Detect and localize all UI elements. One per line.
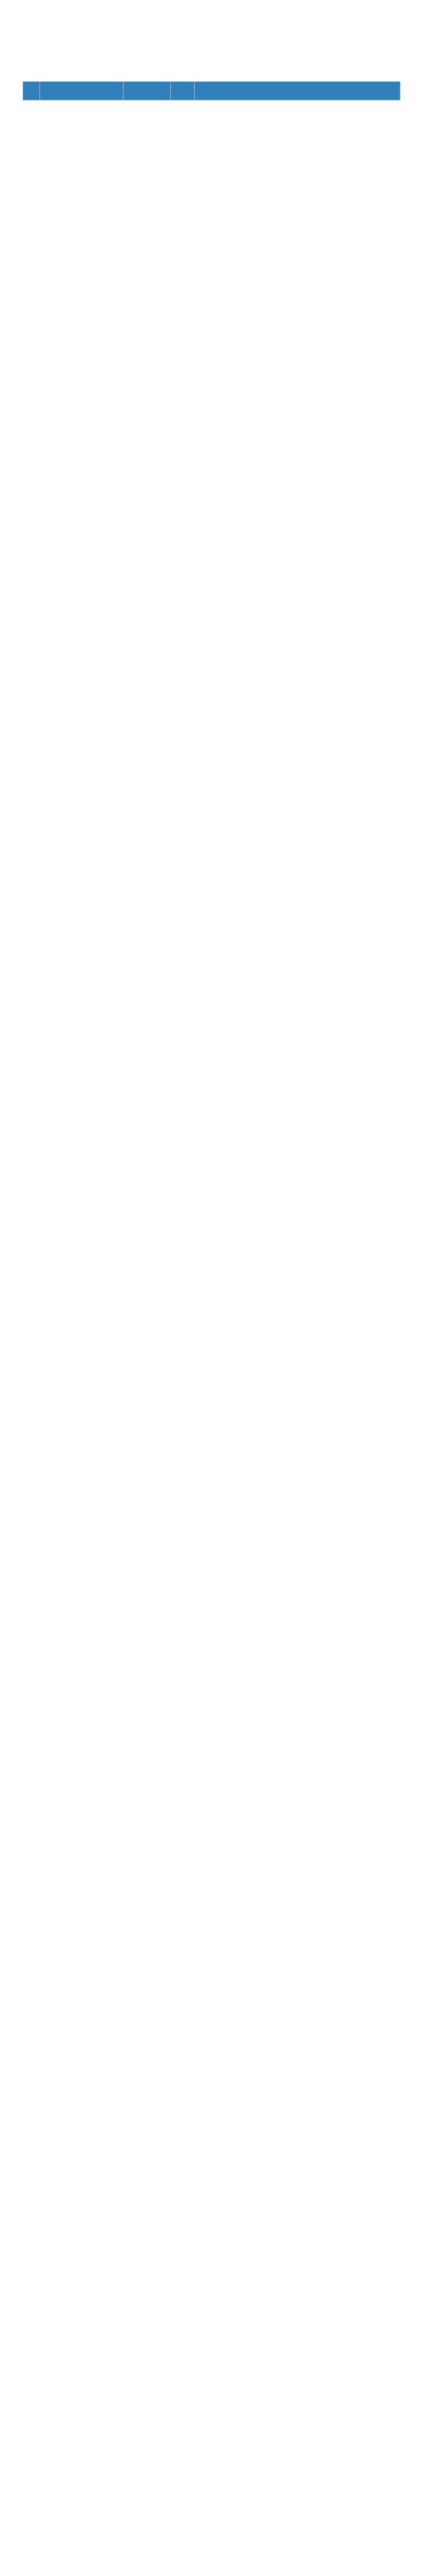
table-header-row [23, 82, 400, 100]
header-basis [195, 82, 400, 100]
page [0, 0, 423, 134]
summary-line [23, 64, 400, 74]
section-title [23, 47, 400, 60]
qualification-table [23, 81, 400, 100]
document-title [23, 20, 400, 38]
header-dept [124, 82, 171, 100]
header-no [23, 82, 40, 100]
header-name [40, 82, 124, 100]
header-type [171, 82, 195, 100]
